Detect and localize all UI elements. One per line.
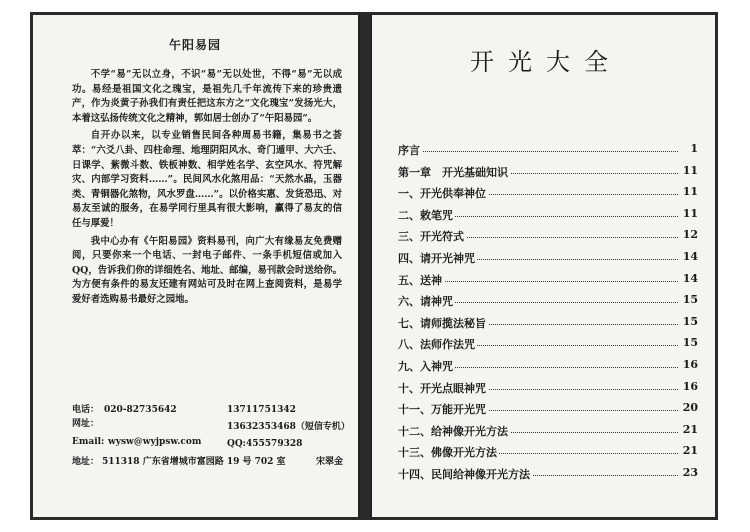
toc-entry-label: 四、请开光神咒 — [398, 251, 475, 265]
toc-entry-label: 第一章 开光基础知识 — [398, 165, 508, 179]
toc-entry-label: 十四、民间给神像开光方法 — [398, 467, 530, 481]
toc-entry-label: 序言 — [398, 144, 420, 157]
toc-entry-page: 1 — [690, 142, 698, 155]
toc-entry-page: 14 — [682, 249, 698, 263]
book-title: 开光大全 — [470, 48, 622, 76]
toc-entry-page: 21 — [682, 422, 698, 436]
toc-entry-page: 11 — [682, 206, 698, 220]
toc-entry-label: 八、法师作法咒 — [398, 338, 475, 352]
toc-row — [398, 464, 698, 486]
toc-entry-label: 一、开光供奉神位 — [398, 187, 486, 201]
website-label: 网址： — [72, 419, 100, 429]
toc-entry-page: 15 — [682, 293, 698, 307]
scan-edge-right — [715, 12, 718, 520]
paragraph-2: 自开办以来，以专业销售民间各种周易书籍，集易书之荟萃：“六爻八卦、四柱命理、地理阴阳风水、奇门遁甲、大六壬、日课学、紫微斗数、铁板神数、相学姓名学、玄空风水、符咒解灾、内部学习资料……”。民间风水化煞用品：“天然水晶，玉器类、青铜器化煞物，风水罗盘……”。以价格实惠、发货恐迅、对易友至诚的服务，在易学同行里具有很大影响，赢得了易友的信任与厚爱！ — [72, 130, 342, 229]
scan-edge-left — [30, 12, 33, 520]
toc-leader-dots — [398, 151, 678, 152]
toc-row — [398, 442, 698, 464]
toc-entry-page: 15 — [682, 336, 698, 350]
toc-entry-label: 七、请师揽法秘旨 — [398, 316, 486, 330]
phone-value: 020-82735642 — [104, 405, 177, 415]
toc-entry-page: 14 — [682, 271, 698, 285]
toc-entry-label: 十、开光点眼神咒 — [398, 381, 486, 395]
toc-row — [398, 270, 698, 292]
phone-label: 电话： — [72, 405, 100, 415]
toc-entry-page: 16 — [682, 357, 698, 371]
paragraph-1: 不学“易”无以立身，不识“易”无以处世，不得“易”无以成功。易经是祖国文化之瑰宝，是祖先几千年流传下来的珍贵遗产，作为炎黄子孙我们有责任把这东方之“文化瑰宝”发扬光大，本着这弘扬传统文化之精神，郭如居士创办了“午阳易园”。 — [72, 69, 342, 124]
toc-entry-label: 十二、给神像开光方法 — [398, 424, 508, 438]
paragraph-3: 我中心办有《午阳易园》资料易刊，向广大有缘易友免费赠阅，只要你来一个电话、一封电子邮件、一条手机短信或加入QQ，告诉我们你的详细姓名、地址、邮编，易刊款会时送给你。为方便有条件的易友还建有网站可及时在网上查阅资料，是易学爱好者选购易书最好之园地。 — [72, 235, 342, 305]
left-page-title: 午阳易园 — [168, 38, 221, 52]
scan-edge-top — [30, 12, 718, 15]
left-page — [30, 12, 360, 520]
toc-entry-page: 12 — [682, 228, 698, 242]
toc-row — [398, 334, 698, 356]
toc-entry-page: 20 — [682, 401, 698, 415]
qq-value: QQ:455579328 — [227, 439, 303, 449]
address-value: 511318 广东省增城市富园路 19 号 702 室 — [102, 457, 286, 467]
toc-entry-label: 九、入神咒 — [398, 359, 453, 373]
toc-entry-page: 15 — [682, 314, 698, 328]
left-page-body — [72, 68, 342, 311]
contact-block — [72, 404, 352, 474]
toc-entry-page: 11 — [682, 163, 698, 177]
toc-entry-page: 23 — [682, 465, 698, 479]
toc-row — [398, 248, 698, 270]
toc-entry-label: 六、请神咒 — [398, 295, 453, 309]
recipient-value: 宋翠金 — [316, 457, 344, 467]
toc-row — [398, 140, 698, 162]
toc-row — [398, 399, 698, 421]
scanned-book-spread — [30, 12, 718, 520]
toc-row — [398, 226, 698, 248]
right-page — [370, 12, 718, 520]
email-value: wysw@wyjpsw.com — [108, 437, 202, 447]
toc-entry-label: 十一、万能开光咒 — [398, 403, 486, 417]
email-label: Email: — [72, 437, 105, 447]
toc-row — [398, 421, 698, 443]
toc-entry-label: 三、开光符式 — [398, 230, 464, 244]
sms-value: 13632353468（短信专机） — [227, 422, 350, 432]
address-label: 地址： — [72, 457, 100, 467]
table-of-contents — [398, 140, 698, 486]
toc-row — [398, 291, 698, 313]
scan-edge-bottom — [30, 517, 718, 520]
toc-entry-page: 21 — [682, 444, 698, 458]
toc-entry-label: 五、送神 — [398, 273, 442, 287]
toc-row — [398, 183, 698, 205]
toc-row — [398, 313, 698, 335]
toc-entry-label: 二、敕笔咒 — [398, 208, 453, 222]
mobile-value: 13711751342 — [227, 405, 296, 415]
toc-row — [398, 205, 698, 227]
toc-entry-page: 16 — [682, 379, 698, 393]
toc-row — [398, 378, 698, 400]
toc-row — [398, 356, 698, 378]
toc-entry-page: 11 — [682, 185, 698, 199]
book-gutter — [360, 12, 370, 520]
toc-entry-label: 十三、佛像开光方法 — [398, 446, 497, 460]
toc-row — [398, 162, 698, 184]
